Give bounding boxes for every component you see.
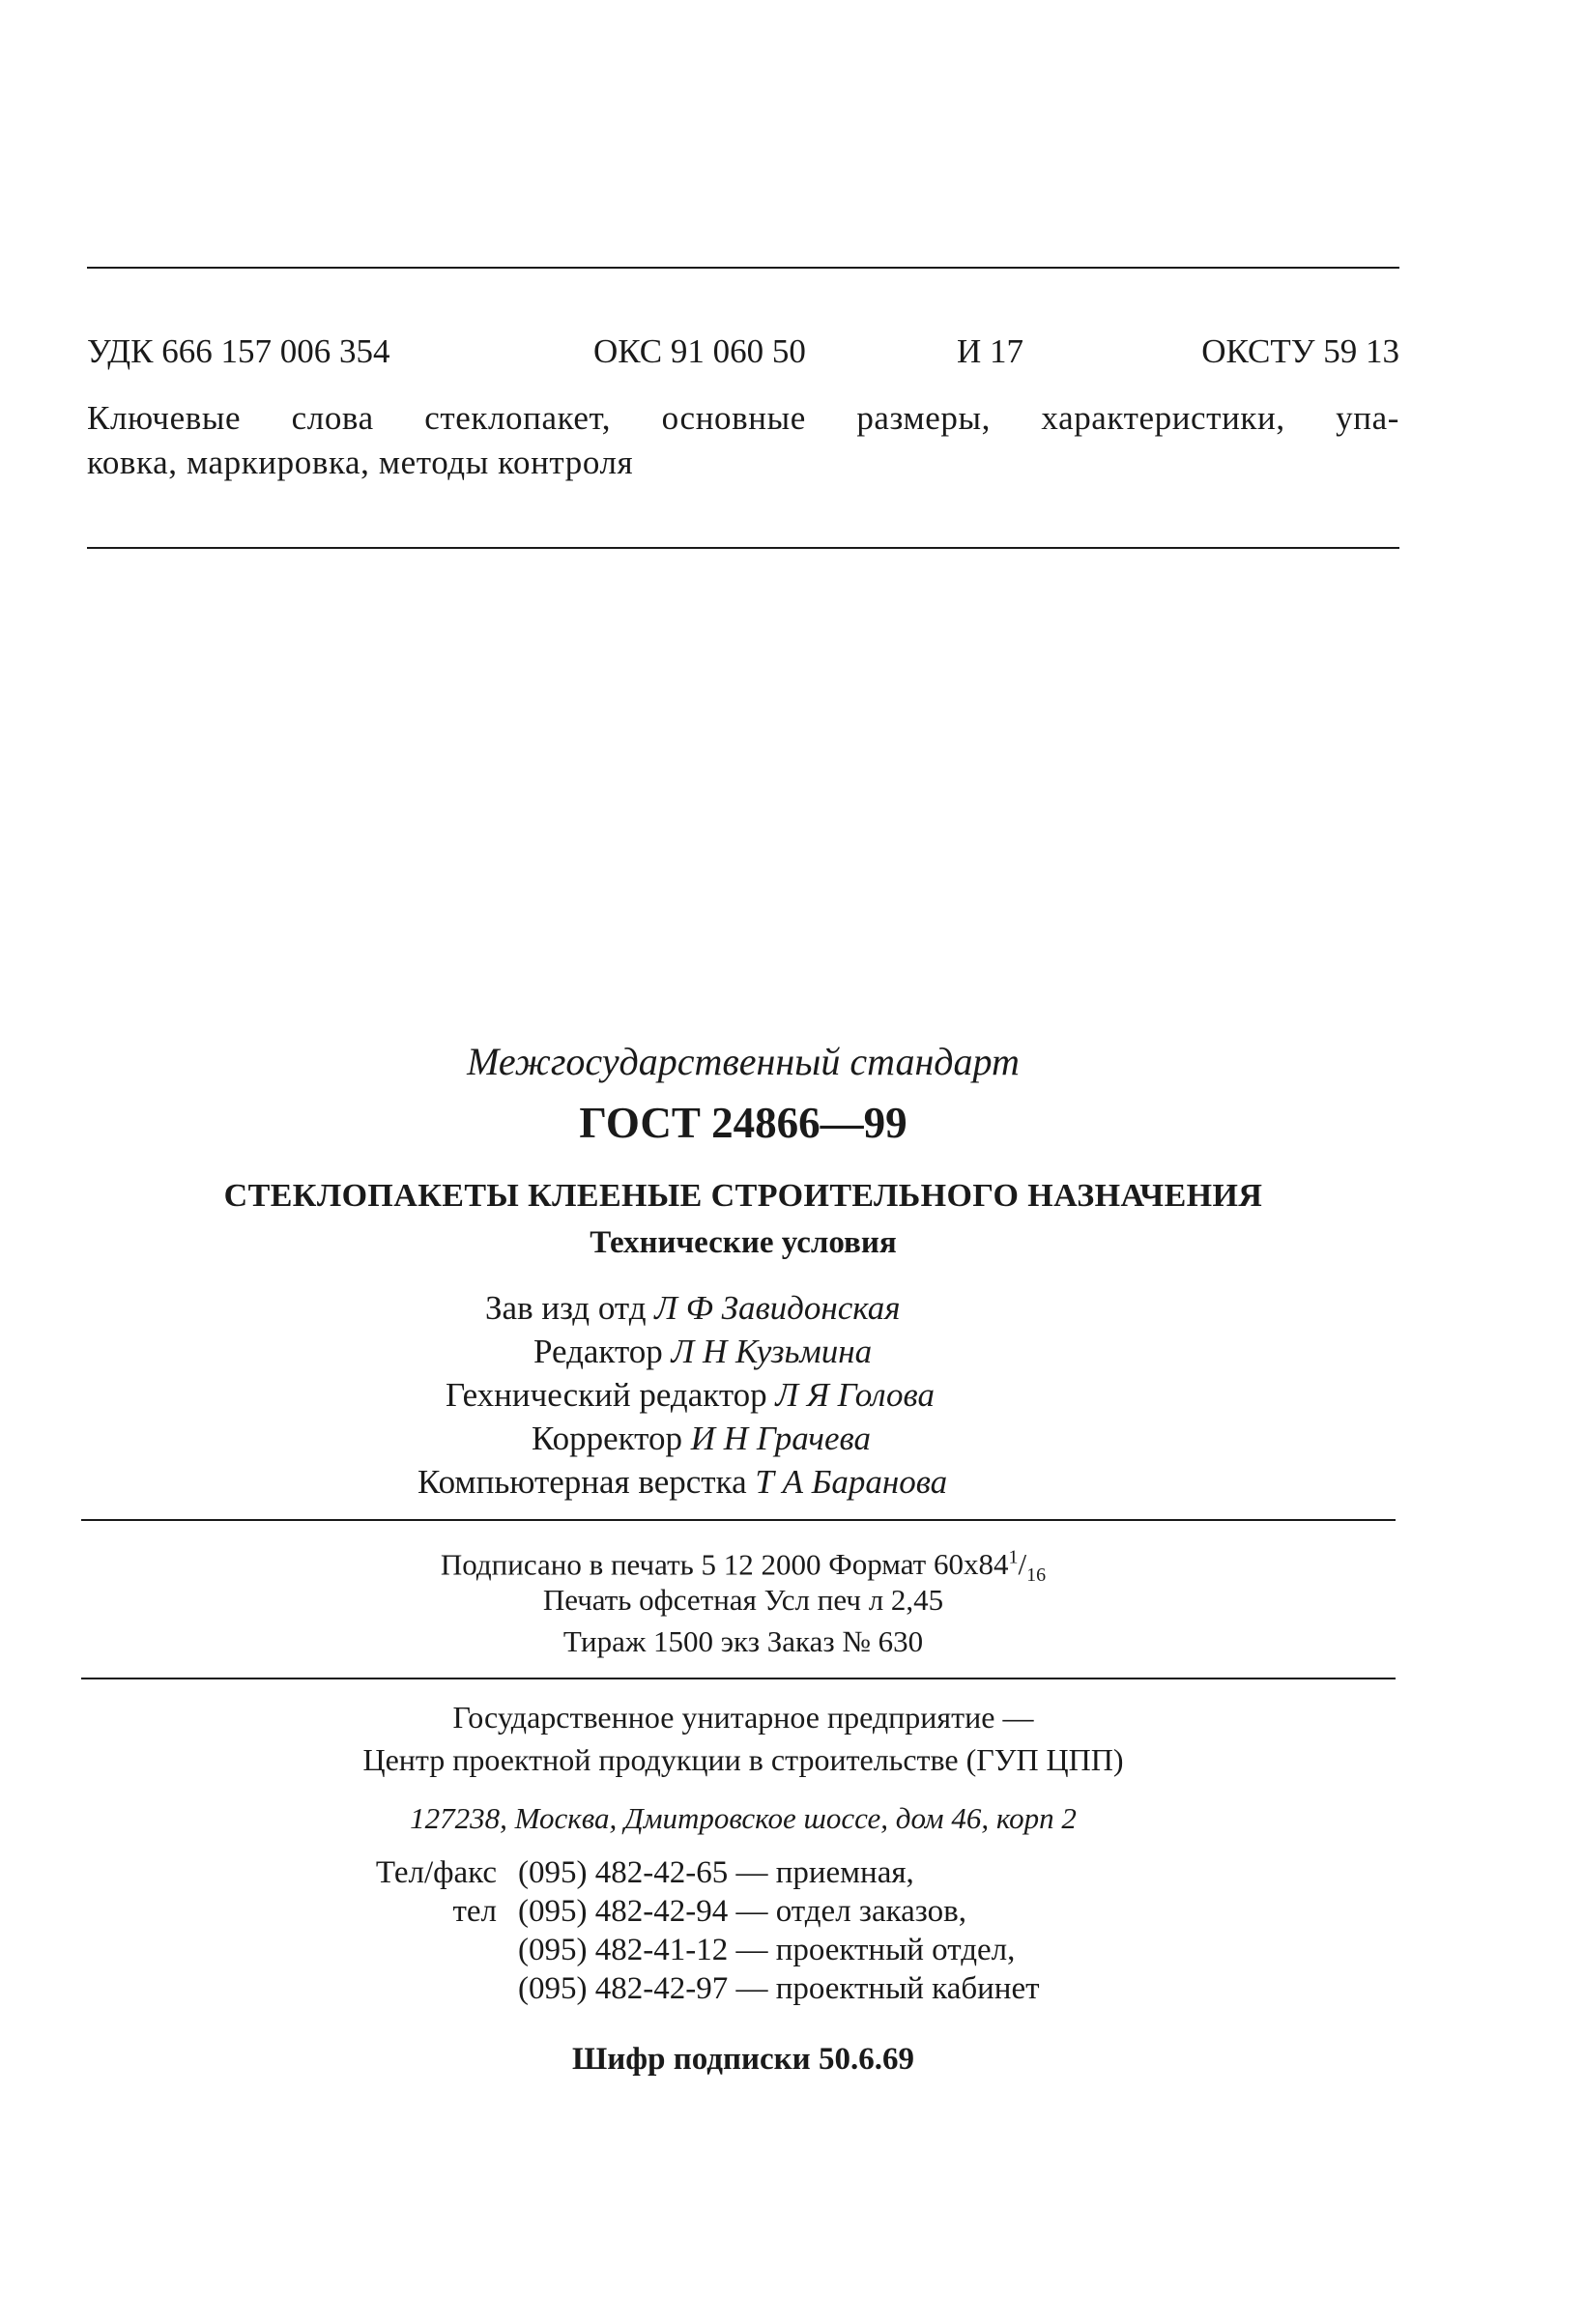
classification-codes <box>87 332 1399 375</box>
credit-name: Т А Баранова <box>755 1463 948 1501</box>
credit-role: Компьютерная верстка <box>418 1463 747 1501</box>
keywords-paragraph <box>87 396 1399 485</box>
oks-code: ОКС 91 060 50 <box>593 332 806 370</box>
phone-label: тел <box>452 1894 497 1929</box>
i-code: И 17 <box>957 332 1024 370</box>
credit-line <box>446 1376 935 1415</box>
top-rule <box>87 267 1399 269</box>
udk-code: УДК 666 157 006 354 <box>87 332 390 370</box>
keywords-line: ковка, маркировка, методы контроля <box>87 444 634 481</box>
keywords-line: Ключевые слова стеклопакет, основные размеры, характеристики, упа- <box>87 399 1399 437</box>
imprint-printing: Печать офсетная Усл печ л 2,45 <box>542 1583 944 1617</box>
publisher-address: 127238, Москва, Дмитровское шоссе, дом 46, корп 2 <box>410 1801 1077 1835</box>
phone-list <box>352 1855 1222 2029</box>
credit-line <box>532 1420 871 1458</box>
keywords-rule <box>87 547 1399 549</box>
credit-line <box>418 1463 947 1502</box>
credit-role: Корректор <box>532 1420 683 1457</box>
phone-value: (095) 482-41-12 — проектный отдел, <box>518 1933 1016 1967</box>
phone-value: (095) 482-42-97 — проектный кабинет <box>518 1971 1040 2006</box>
credit-name: Л Я Голова <box>775 1376 935 1414</box>
publisher-line: Государственное унитарное предприятие — <box>452 1700 1034 1735</box>
credit-line <box>485 1289 901 1328</box>
okstu-code: ОКСТУ 59 13 <box>1201 332 1399 370</box>
standard-number: ГОСТ 24866—99 <box>579 1099 907 1147</box>
credit-name: Л Ф Завидонская <box>654 1289 901 1327</box>
signed-date: Подписано в печать 5 12 2000 <box>440 1547 821 1582</box>
credit-role: Гехнический редактор <box>446 1376 767 1414</box>
standard-subtitle: Технические условия <box>590 1225 897 1260</box>
credit-line <box>533 1333 872 1371</box>
credits-rule <box>81 1519 1396 1521</box>
credit-role: Редактор <box>533 1333 663 1370</box>
publisher-line: Центр проектной продукции в строительстве (ГУП ЦПП) <box>362 1742 1124 1777</box>
imprint-run: Тираж 1500 экз Заказ № 630 <box>562 1624 924 1658</box>
paper-format: Формат $60х84^1/_{16}$ <box>828 1547 1047 1587</box>
subscription-code: Шифр подписки 50.6.69 <box>572 2042 914 2077</box>
standard-kind: Межгосударственный стандарт <box>467 1040 1020 1083</box>
imprint-rule <box>81 1678 1396 1679</box>
credit-name: И Н Грачева <box>690 1420 871 1457</box>
phone-label: Тел/факс <box>375 1855 497 1890</box>
phone-value: (095) 482-42-94 — отдел заказов, <box>518 1894 966 1929</box>
credit-role: Зав изд отд <box>485 1289 647 1327</box>
phone-value: (095) 482-42-65 — приемная, <box>518 1855 914 1890</box>
credit-name: Л Н Кузьмина <box>671 1333 873 1370</box>
standard-title: СТЕКЛОПАКЕТЫ КЛЕЕНЫЕ СТРОИТЕЛЬНОГО НАЗНАЧЕНИЯ <box>223 1178 1263 1214</box>
